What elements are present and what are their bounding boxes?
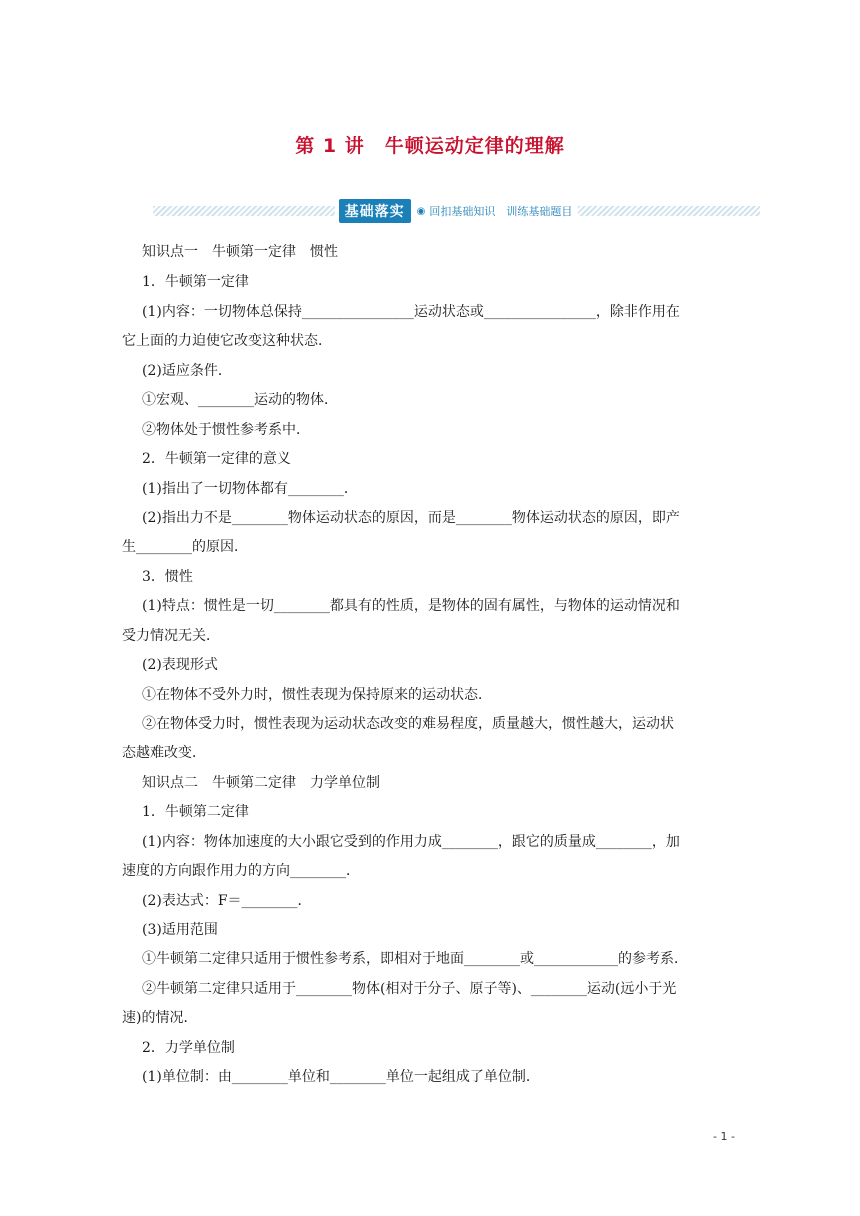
text-line: ②物体处于惯性参考系中． — [142, 422, 310, 438]
banner-badge: 基础落实 — [339, 199, 411, 223]
page-number: - 1 - — [713, 1130, 735, 1143]
text-line: (2)适应条件． — [142, 363, 232, 379]
text-line: (1)特点：惯性是一切________都具有的性质，是物体的固有属性，与物体的运动情况和 — [142, 598, 680, 614]
text-line: 生________的原因． — [122, 539, 248, 555]
text-line: ①牛顿第二定律只适用于惯性参考系，即相对于地面________或____________的参考系． — [142, 951, 688, 967]
subsection-heading: 1．牛顿第一定律 — [142, 274, 249, 290]
text-line: ②在物体受力时，惯性表现为运动状态改变的难易程度，质量越大，惯性越大，运动状 — [142, 716, 674, 732]
text-line: (1)指出了一切物体都有________． — [142, 481, 358, 497]
subsection-heading: 2．力学单位制 — [142, 1040, 235, 1056]
text-line: (3)适用范围 — [142, 922, 218, 938]
subsection-heading: 3．惯性 — [142, 569, 193, 585]
text-line: 它上面的力迫使它改变这种状态． — [122, 333, 332, 349]
banner-stripe-left — [153, 206, 335, 216]
text-line: (1)单位制：由________单位和________单位一起组成了单位制． — [142, 1069, 540, 1085]
subsection-heading: 2．牛顿第一定律的意义 — [142, 451, 291, 467]
target-icon: ◉ — [416, 205, 426, 217]
text-line: ①宏观、________运动的物体． — [142, 392, 338, 408]
page-title: 第 1 讲 牛顿运动定律的理解 — [295, 135, 565, 157]
text-line: (2)表现形式 — [142, 657, 218, 673]
banner-stripe-right — [578, 206, 760, 216]
text-line: (2)指出力不是________物体运动状态的原因，而是________物体运动状态的原因，即产 — [142, 510, 680, 526]
text-line: (2)表达式：F＝________． — [142, 893, 312, 909]
text-line: 态越难改变． — [122, 745, 206, 761]
section-heading: 知识点一 牛顿第一定律 惯性 — [142, 244, 338, 260]
text-line: ②牛顿第二定律只适用于________物体(相对于分子、原子等)、________运动(远小于光 — [142, 981, 677, 997]
section-heading: 知识点二 牛顿第二定律 力学单位制 — [142, 775, 380, 791]
text-line: ①在物体不受外力时，惯性表现为保持原来的运动状态． — [142, 687, 492, 703]
text-line: 速)的情况． — [122, 1010, 198, 1026]
text-line: 速度的方向跟作用力的方向________． — [122, 863, 360, 879]
subsection-heading: 1．牛顿第二定律 — [142, 804, 249, 820]
text-line: (1)内容：物体加速度的大小跟它受到的作用力成________，跟它的质量成________，加 — [142, 834, 680, 850]
banner-subtitle: 回扣基础知识 训练基础题目 — [429, 205, 573, 218]
text-line: (1)内容：一切物体总保持________________运动状态或________________，除非作用在 — [142, 304, 680, 320]
section-banner — [153, 196, 760, 226]
text-line: 受力情况无关． — [122, 628, 220, 644]
